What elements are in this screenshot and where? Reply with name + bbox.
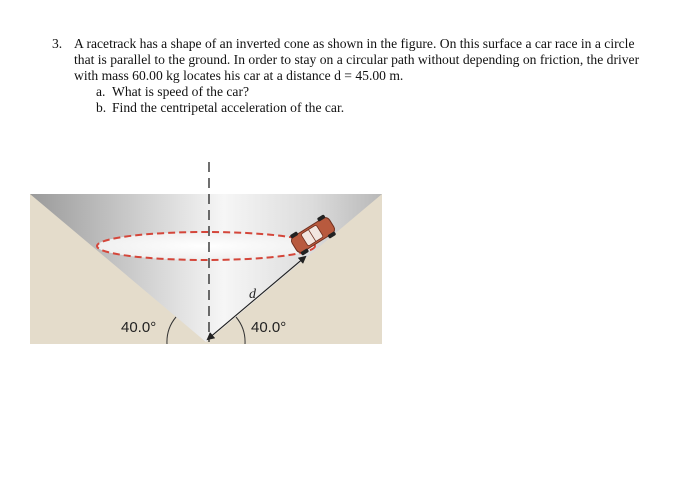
angle-label-right: 40.0° — [251, 319, 287, 336]
cone-figure-svg — [30, 158, 382, 344]
cone-racetrack-figure — [30, 158, 382, 344]
distance-label-d: d — [249, 287, 256, 302]
problem-line-3: with mass 60.00 kg locates his car at a distance d = 45.00 m. — [74, 68, 404, 83]
sub-question-text: Find the centripetal acceleration of the car. — [112, 100, 345, 115]
problem-line-2: that is parallel to the ground. In order to stay on a circular path without depending on friction, the driver — [74, 52, 640, 67]
angle-label-left: 40.0° — [121, 319, 157, 336]
sub-question-label: a. — [96, 84, 106, 99]
sub-questions — [74, 84, 682, 116]
problem-body — [74, 36, 682, 116]
sub-question-a — [74, 84, 682, 100]
problem-3 — [52, 36, 682, 116]
sub-question-label: b. — [96, 100, 107, 115]
sub-question-b — [74, 100, 682, 116]
problem-number: 3. — [52, 36, 63, 51]
sub-question-text: What is speed of the car? — [112, 84, 250, 99]
problem-line-1: A racetrack has a shape of an inverted cone as shown in the figure. On this surface a car race in a circle — [74, 36, 635, 51]
